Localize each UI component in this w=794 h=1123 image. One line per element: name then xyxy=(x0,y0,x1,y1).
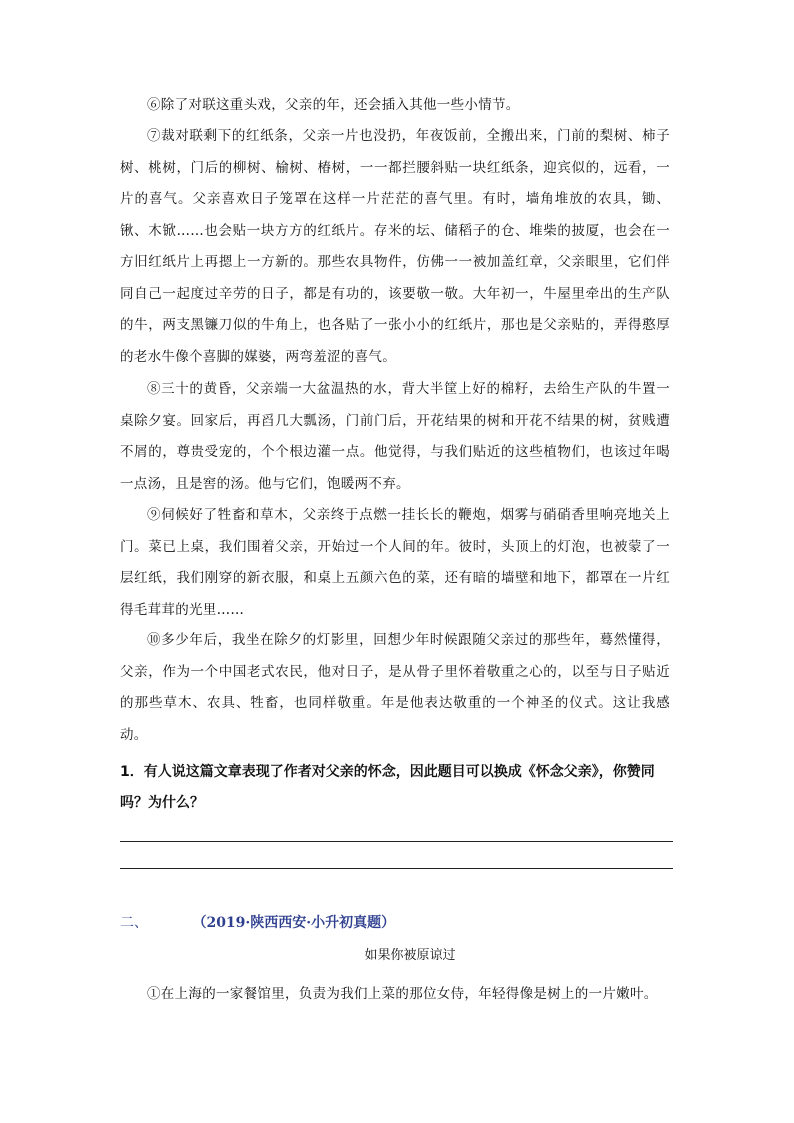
paragraph-9: ⑨伺候好了牲畜和草木，父亲终于点燃一挂长长的鞭炮，烟雾与硝硝香里响亮地关上门。菜已上桌，我们围着父亲，开始过一个人间的年。彼时，头顶上的灯泡，也被蒙了一层红纸，我们刚穿的新衣服，和桌上五颜六色的菜，还有暗的墙壁和地下，都罩在一片红得毛茸茸的光里…… xyxy=(120,507,670,618)
section-heading xyxy=(120,913,395,933)
answer-line[interactable] xyxy=(120,868,673,869)
paragraph-6: ⑥除了对联这重头戏，父亲的年，还会插入其他一些小情节。 xyxy=(147,97,520,113)
question-1: 1．有人说这篇文章表现了作者对父亲的怀念，因此题目可以换成《怀念父亲》，你赞同吗？为什么？ xyxy=(120,764,655,811)
article-paragraph-1: ①在上海的一家餐馆里，负责为我们上菜的那位女侍，年轻得像是树上的一片嫩叶。 xyxy=(147,986,658,1002)
section-source: （2019·陕西西安·小升初真题） xyxy=(192,915,396,931)
paragraph-7: ⑦裁对联剩下的红纸条，父亲一片也没扔，年夜饭前，全搬出来，门前的梨树、柿子树、桃树，门后的柳树、榆树、椿树，一一都拦腰斜贴一块红纸条，迎宾似的，远看，一片的喜气。父亲喜欢日子笼罩在这样一片茫茫的喜气里。有时，墙角堆放的农具，锄、锹、木锨……也会贴一块方方的红纸片。存米的坛、储稻子的仓、堆柴的披厦，也会在一方旧红纸片上再摁上一方新的。那些农具物件，仿佛一一被加盖红章，父亲眼里，它们伴同自己一起度过辛劳的日子，都是有功的，该要敬一敬。大年初一，牛屋里牵出的生产队的牛，两支黑镰刀似的牛角上，也各贴了一张小小的红纸片，那也是父亲贴的，弄得憨厚的老水牛像个喜脚的媒婆，两弯羞涩的喜气。 xyxy=(120,128,670,365)
section-number: 二、 xyxy=(120,915,148,931)
article-title: 如果你被原谅过 xyxy=(364,948,456,963)
answer-line[interactable] xyxy=(120,841,673,842)
paragraph-10: ⑩多少年后，我坐在除夕的灯影里，回想少年时候跟随父亲过的那些年，蓦然懂得，父亲，作为一个中国老式农民，他对日子，是从骨子里怀着敬重之心的，以至与日子贴近的那些草木、农具、牲畜，也同样敬重。年是他表达敬重的一个神圣的仪式。这让我感动。 xyxy=(120,632,670,743)
paragraph-8: ⑧三十的黄昏，父亲端一大盆温热的水，背大半筐上好的棉籽，去给生产队的牛置一桌除夕宴。回家后，再舀几大瓢汤，门前门后，开花结果的树和开花不结果的树，贫贱遭不屑的，尊贵受宠的，个个根边灌一点。他觉得，与我们贴近的这些植物们，也该过年喝一点汤，且是窖的汤。他与它们，饱暖两不弃。 xyxy=(120,381,670,492)
